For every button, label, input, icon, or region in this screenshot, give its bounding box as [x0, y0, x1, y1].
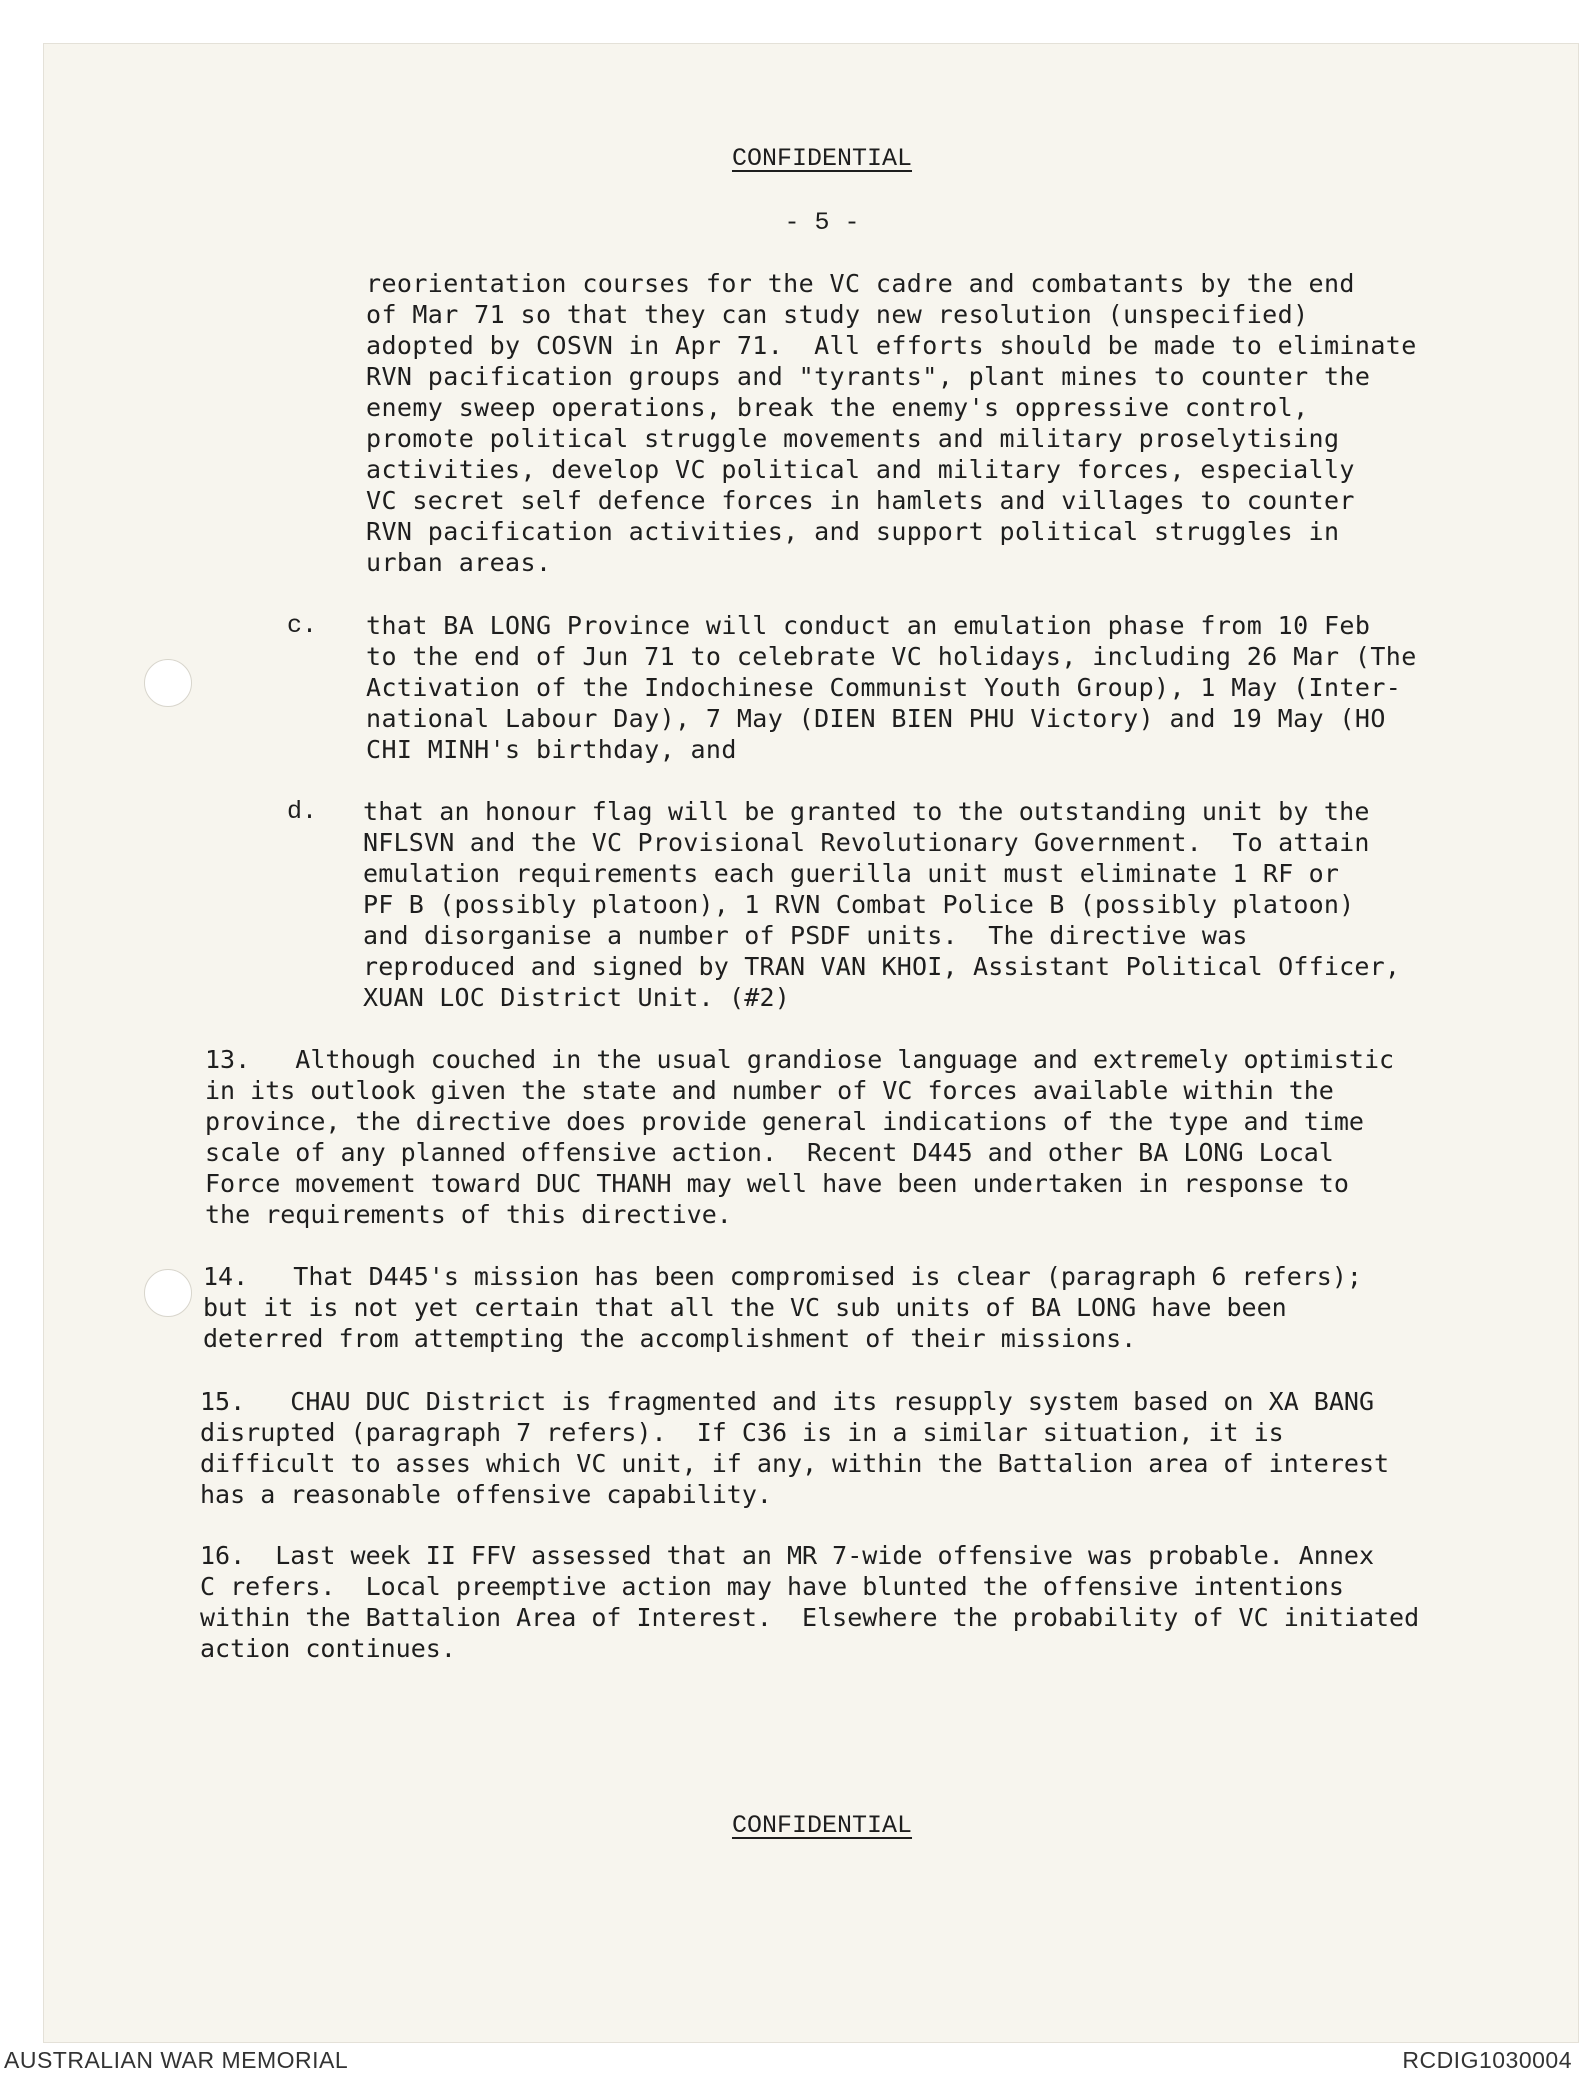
paragraph-13: 13. Although couched in the usual grandiose language and extremely optimistic in its outlook given the state and number of VC forces available within the province, the directive does provide general indications of the type and time scale of any planned offensive action. Recent D445 and other BA LONG Local Force movement toward DUC THANH may well have been undertaken in response to the requirements of this directive. [205, 1045, 1395, 1229]
punch-hole [144, 659, 192, 707]
classification-footer: CONFIDENTIAL [731, 1811, 913, 1840]
item-d-text: that an honour flag will be granted to the outstanding unit by the NFLSVN and the VC Provisional Revolutionary Government. To attain emulation requirements each guerilla unit must eliminate 1 RF or PF B (possibly platoon), 1 RVN Combat Police B (possibly platoon) and disorganise a number of PSDF units. The directive was reproduced and signed by TRAN VAN KHOI, Assistant Political Officer, XUAN LOC District Unit. (#2) [363, 797, 1401, 1012]
archive-record-id: RCDIG1030004 [1402, 2047, 1572, 2073]
classification-header: CONFIDENTIAL [731, 144, 913, 173]
paragraph-15: 15. CHAU DUC District is fragmented and its resupply system based on XA BANG disrupted (paragraph 7 refers). If C36 is in a similar situation, it is difficult to asses which VC unit, if any, within the Battalion area of interest has a reasonable offensive capability. [200, 1387, 1390, 1509]
archive-institution: AUSTRALIAN WAR MEMORIAL [4, 2047, 349, 2073]
paragraph-14: 14. That D445's mission has been compromised is clear (paragraph 6 refers); but it is not yet certain that all the VC sub units of BA LONG have been deterred from attempting the accomplishment of their missions. [203, 1262, 1362, 1353]
page-number: - 5 - [784, 208, 860, 237]
item-d-label: d. [287, 797, 318, 826]
continuation-paragraph: reorientation courses for the VC cadre and combatants by the end of Mar 71 so that they can study new resolution (unspecified) adopted by COSVN in Apr 71. All efforts should be made to eliminate RVN pacification groups and "tyrants", plant mines to counter the enemy sweep operations, break the enemy's oppressive control, promote political struggle movements and military proselytising activities, develop VC political and military forces, especially VC secret self defence forces in hamlets and villages to counter RVN pacification activities, and support political struggles in urban areas. [366, 269, 1417, 577]
item-c-text: that BA LONG Province will conduct an emulation phase from 10 Feb to the end of Jun 71 to celebrate VC holidays, including 26 Mar (The Activation of the Indochinese Communist Youth Group), 1 May (Inter- national Labour Day), 7 May (DIEN BIEN PHU Victory) and 19 May (HO CHI MINH's birthday, and [366, 611, 1417, 764]
punch-hole [144, 1269, 192, 1317]
item-c-label: c. [287, 611, 318, 640]
paragraph-16: 16. Last week II FFV assessed that an MR 7-wide offensive was probable. Annex C refers. Local preemptive action may have blunted the offensive intentions within the Battalion Area of Interest. Elsewhere the probability of VC initiated action continues. [200, 1541, 1420, 1663]
